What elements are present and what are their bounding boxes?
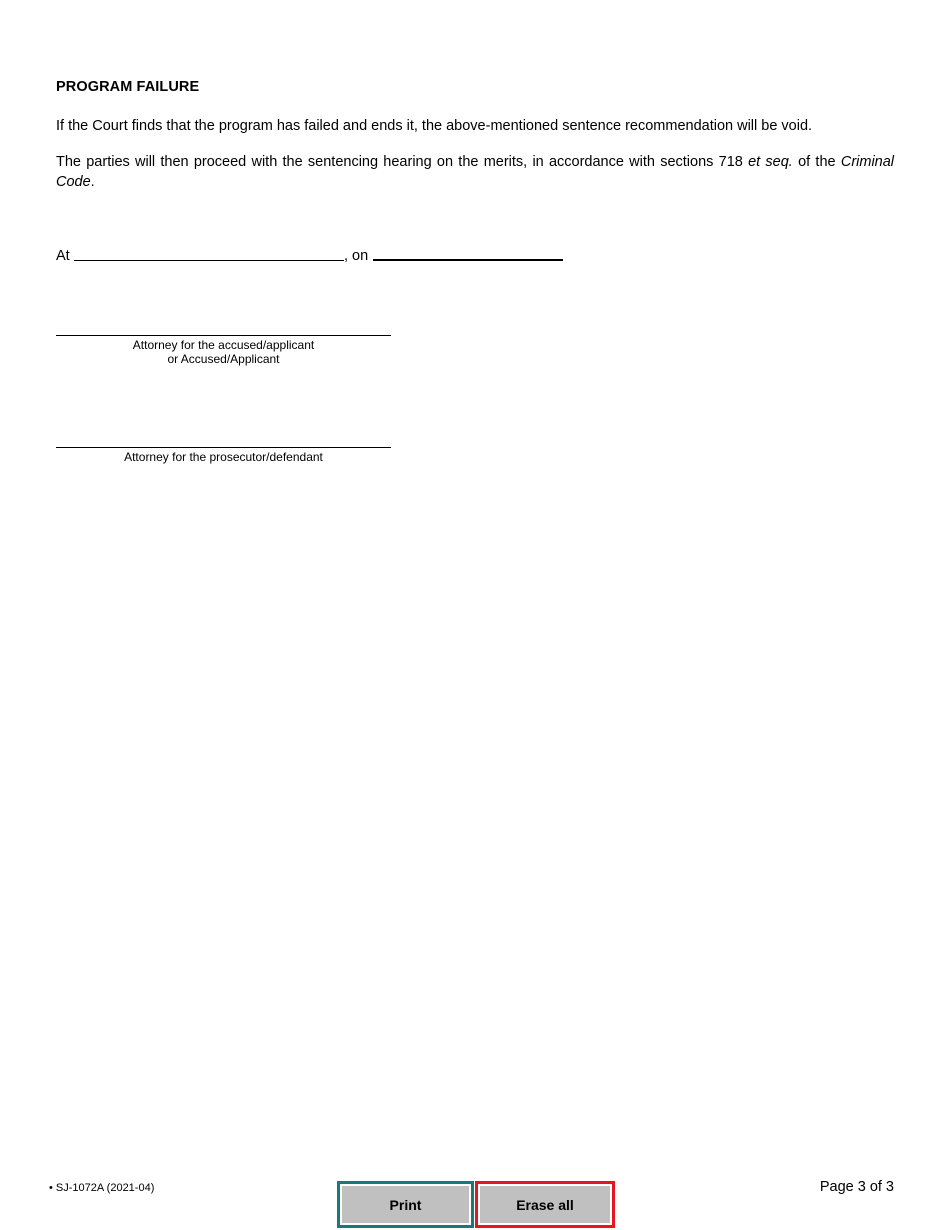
caption-line: Attorney for the accused/applicant — [132, 338, 315, 352]
form-code: • SJ-1072A (2021-04) — [49, 1182, 155, 1194]
sentencing-hearing-paragraph — [56, 152, 894, 192]
criminal-code-title: Criminal Code — [56, 154, 895, 190]
accused-signature-caption — [56, 338, 391, 366]
at-label: At — [56, 248, 70, 264]
section-heading: PROGRAM FAILURE — [56, 79, 200, 95]
paragraph-text: of the — [792, 154, 841, 170]
on-label: , on — [344, 248, 369, 264]
place-field[interactable] — [74, 260, 344, 261]
caption-line: or Accused/Applicant — [167, 352, 280, 366]
place-date-row — [56, 246, 369, 266]
paragraph-text: . — [90, 174, 95, 190]
caption-line: Attorney for the prosecutor/defendant — [124, 450, 323, 464]
print-button[interactable]: Print — [337, 1181, 474, 1228]
date-field[interactable] — [373, 259, 563, 261]
page-number: Page 3 of 3 — [819, 1179, 894, 1195]
paragraph-italic-text: et seq. — [748, 154, 793, 170]
erase-all-button[interactable]: Erase all — [475, 1181, 615, 1228]
prosecutor-signature-caption — [56, 450, 391, 464]
program-failure-paragraph: If the Court finds that the program has failed and ends it, the above-mentioned sentence recommendation will be void. — [56, 118, 813, 134]
accused-signature-line — [56, 335, 391, 336]
prosecutor-signature-line — [56, 447, 391, 448]
paragraph-text: The parties will then proceed with the sentencing hearing on the merits, in accordance with sections 718 — [56, 154, 749, 170]
